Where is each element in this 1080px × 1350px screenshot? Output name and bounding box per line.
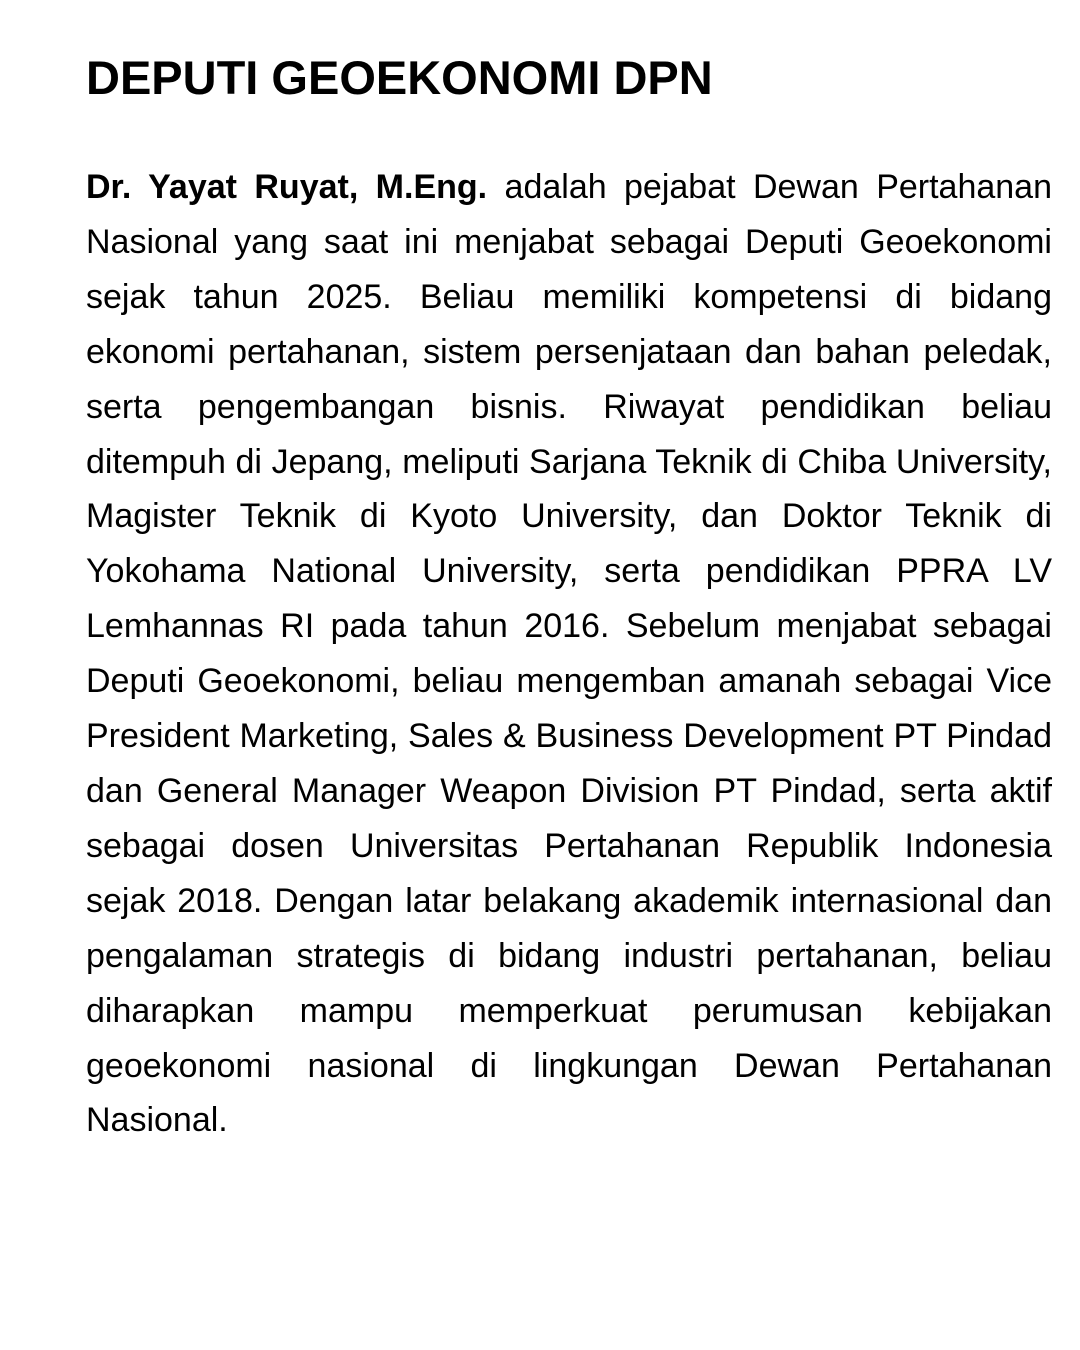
document-page — [86, 48, 1052, 1148]
bio-paragraph — [86, 160, 1052, 1148]
bio-text: adalah pejabat Dewan Pertahanan Nasional yang saat ini menjabat sebagai Deputi Geoekonomi sejak tahun 2025. Beliau memiliki kompetensi di bidang ekonomi pertahanan, sistem persenjataan dan bahan peledak, serta pengembangan bisnis. Riwayat pendidikan beliau ditempuh di Jepang, meliputi Sarjana Teknik di Chiba University, Magister Teknik di Kyoto University, dan Doktor Teknik di Yokohama National University, serta pendidikan PPRA LV Lemhannas RI pada tahun 2016. Sebelum menjabat sebagai Deputi Geoekonomi, beliau mengemban amanah sebagai Vice President Marketing, Sales & Business Development PT Pindad dan General Manager Weapon Division PT Pindad, serta aktif sebagai dosen Universitas Pertahanan Republik Indonesia sejak 2018. Dengan latar belakang akademik internasional dan pengalaman strategis di bidang industri pertahanan, beliau diharapkan mampu memperkuat perumusan kebijakan geoekonomi nasional di lingkungan Dewan Pertahanan Nasional. — [86, 168, 1053, 1140]
bio-name: Dr. Yayat Ruyat, M.Eng. — [86, 168, 488, 206]
page-title: DEPUTI GEOEKONOMI DPN — [86, 51, 713, 104]
